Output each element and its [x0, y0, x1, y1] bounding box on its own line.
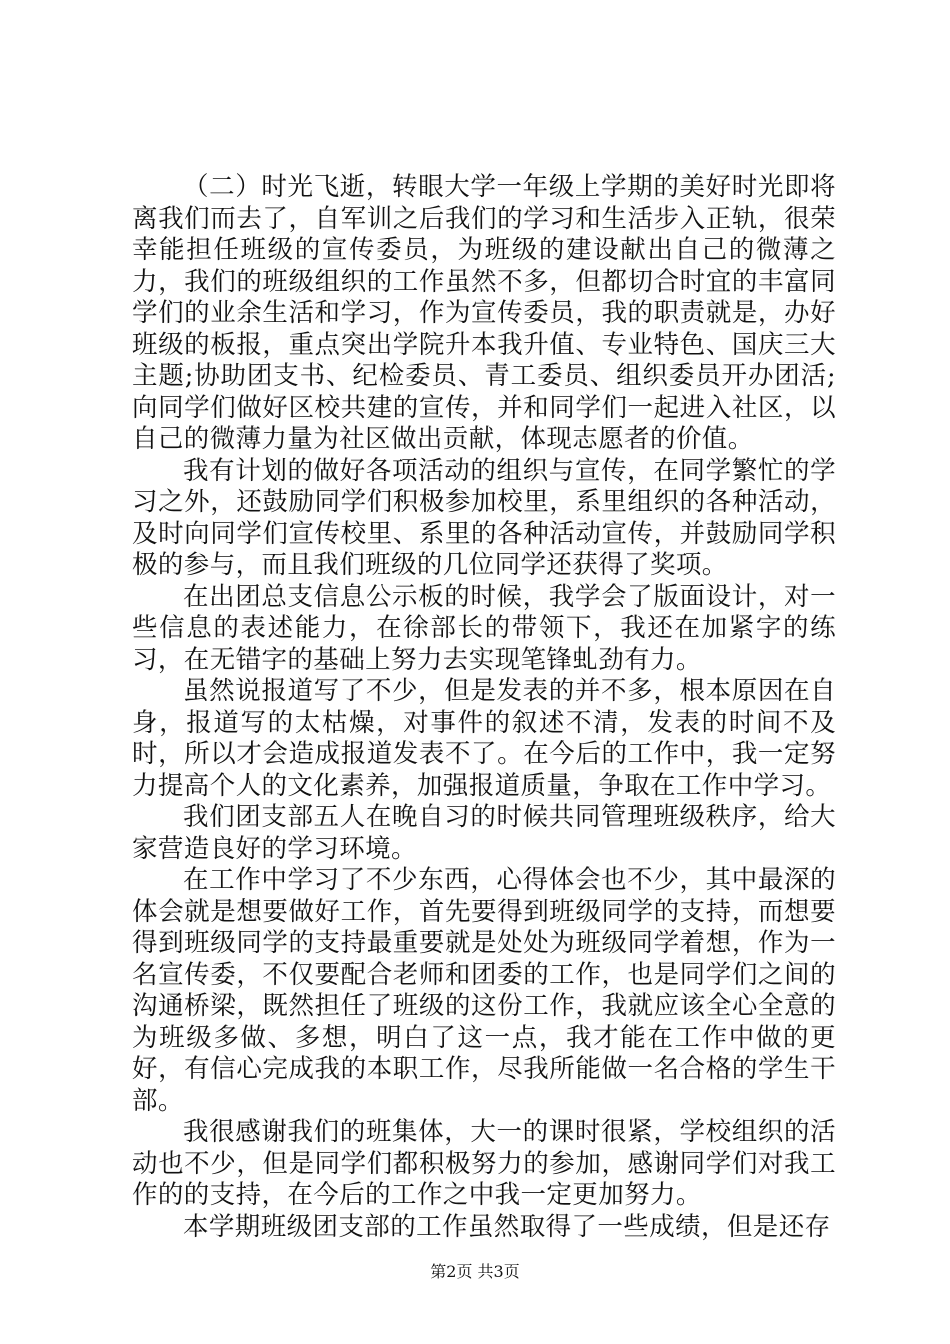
paragraph-1: （二）时光飞逝，转眼大学一年级上学期的美好时光即将离我们而去了，自军训之后我们的学习和生活步入正轨，很荣幸能担任班级的宣传委员，为班级的建设献出自己的微薄之力，我们的班级组织的工作虽然不多，但都切合时宜的丰富同学们的业余生活和学习，作为宣传委员，我的职责就是，办好班级的板报，重点突出学院升本我升值、专业特色、国庆三大主题;协助团支书、纪检委员、青工委员、组织委员开办团活;向同学们做好区校共建的宣传，并和同学们一起进入社区，以自己的微薄力量为社区做出贡献，体现志愿者的价值。 — [132, 172, 836, 454]
paragraph-2: 我有计划的做好各项活动的组织与宣传，在同学繁忙的学习之外，还鼓励同学们积极参加校里，系里组织的各种活动，及时向同学们宣传校里、系里的各种活动宣传，并鼓励同学积极的参与，而且我们班级的几位同学还获得了奖项。 — [132, 455, 836, 580]
page-number-footer: 第2页 共3页 — [430, 1262, 520, 1281]
paragraph-7: 我很感谢我们的班集体，大一的课时很紧，学校组织的活动也不少，但是同学们都积极努力的参加，感谢同学们对我工作的的支持，在今后的工作之中我一定更加努力。 — [132, 1117, 836, 1210]
paragraph-4: 虽然说报道写了不少，但是发表的并不多，根本原因在自身，报道写的太枯燥，对事件的叙述不清，发表的时间不及时，所以才会造成报道发表不了。在今后的工作中，我一定努力提高个人的文化素养，加强报道质量，争取在工作中学习。 — [132, 676, 836, 801]
document-body — [132, 172, 836, 1243]
paragraph-5: 我们团支部五人在晚自习的时候共同管理班级秩序，给大家营造良好的学习环境。 — [132, 802, 836, 864]
paragraph-8: 本学期班级团支部的工作虽然取得了一些成绩，但是还存 — [183, 1211, 831, 1242]
paragraph-6: 在工作中学习了不少东西，心得体会也不少，其中最深的体会就是想要做好工作，首先要得到班级同学的支持，而想要得到班级同学的支持最重要就是处处为班级同学着想，作为一名宣传委，不仅要配合老师和团委的工作，也是同学们之间的沟通桥梁，既然担任了班级的这份工作，我就应该全心全意的为班级多做、多想，明白了这一点，我才能在工作中做的更好，有信心完成我的本职工作，尽我所能做一名合格的学生干部。 — [132, 865, 836, 1116]
paragraph-3: 在出团总支信息公示板的时候，我学会了版面设计，对一些信息的表述能力，在徐部长的带领下，我还在加紧字的练习，在无错字的基础上努力去实现笔锋虬劲有力。 — [132, 581, 836, 675]
